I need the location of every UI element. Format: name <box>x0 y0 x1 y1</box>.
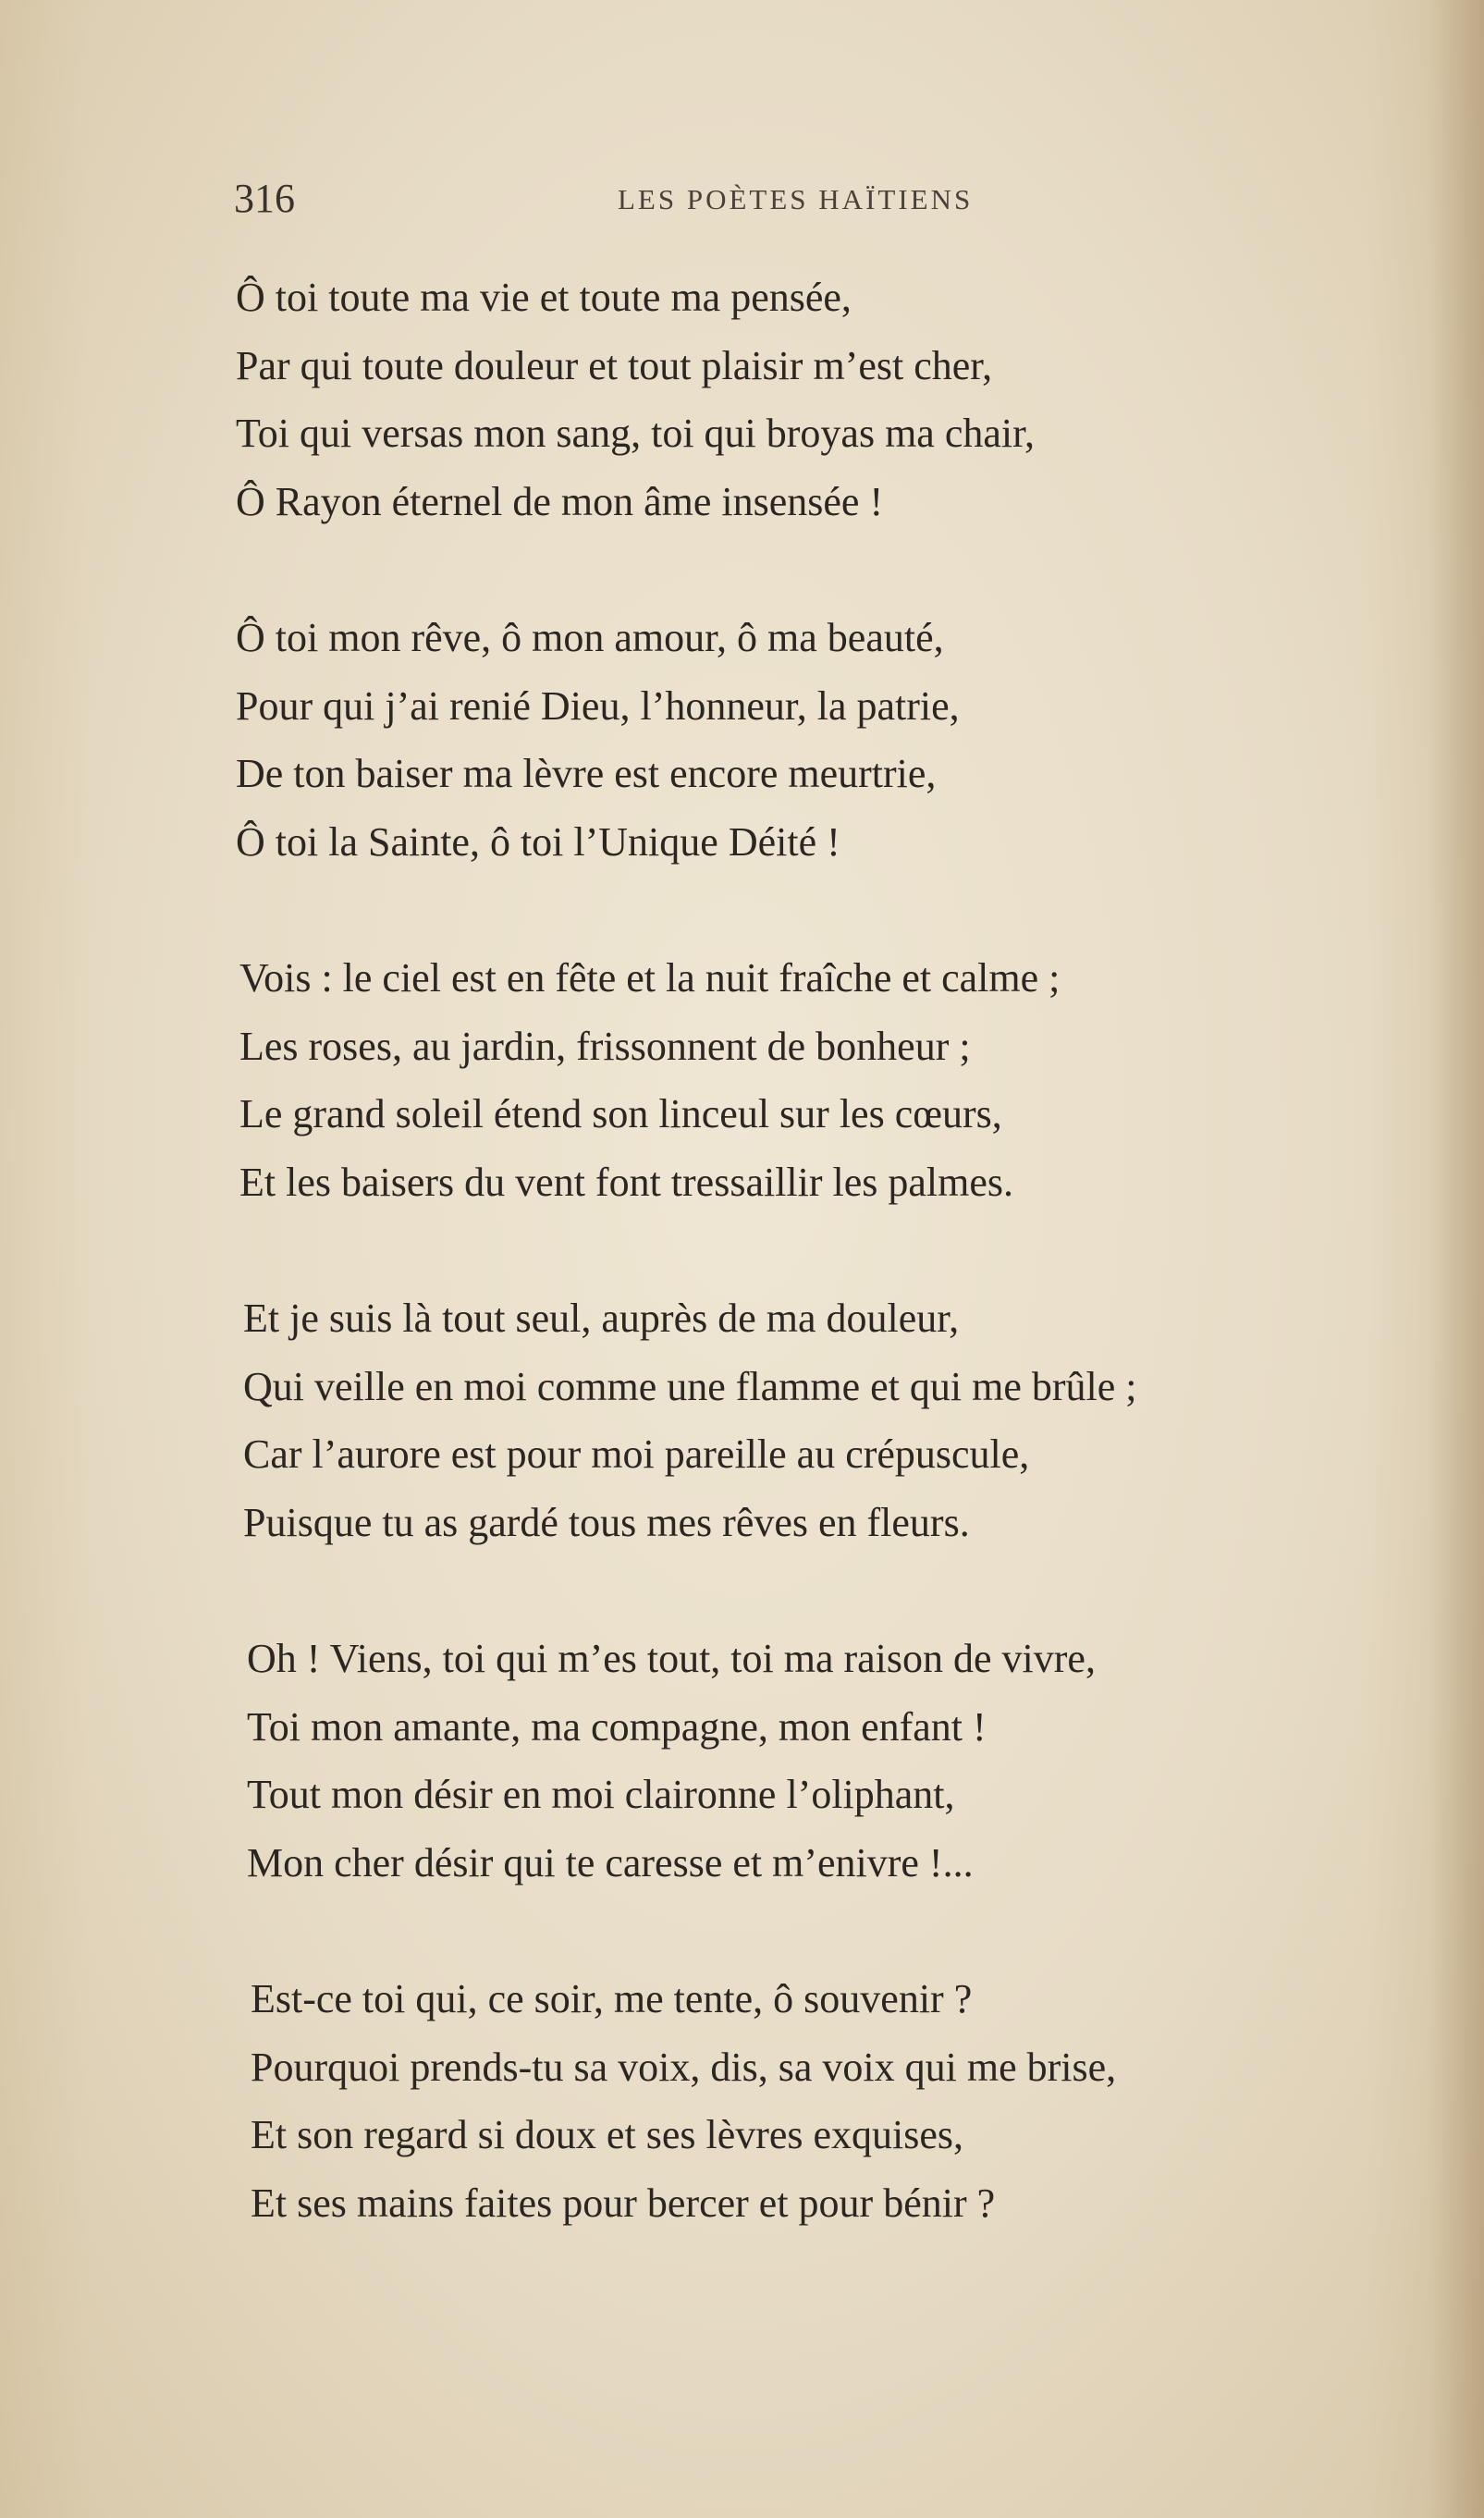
verse-line: Pour qui j’ai renié Dieu, l’honneur, la patrie, <box>236 682 960 729</box>
verse-line: Mon cher désir qui te caresse et m’enivre !... <box>247 1839 974 1885</box>
stanza <box>236 604 1438 876</box>
verse-line: Et les baisers du vent font tressaillir les palmes. <box>239 1159 1014 1205</box>
running-title: LES POÈTES HAÏTIENS <box>618 183 974 215</box>
verse-line: Car l’aurore est pour moi pareille au crépuscule, <box>243 1431 1030 1477</box>
verse-line: Ô toi la Sainte, ô toi l’Unique Déité ! <box>236 818 840 865</box>
verse-line: Et ses mains faites pour bercer et pour bénir ? <box>251 2180 996 2226</box>
verse-line: De ton baiser ma lèvre est encore meurtrie, <box>236 751 937 796</box>
verse-line: Et je suis là tout seul, auprès de ma douleur, <box>243 1296 960 1341</box>
verse-line: Pourquoi prends-tu sa voix, dis, sa voix qui me brise, <box>251 2044 1117 2090</box>
verse-line: Vois : le ciel est en fête et la nuit fraîche et calme ; <box>239 955 1061 1001</box>
verse-line: Ô toi mon rêve, ô mon amour, ô ma beauté, <box>236 615 944 660</box>
stanza <box>236 1625 1438 1897</box>
running-head <box>234 171 1399 227</box>
verse-line: Les roses, au jardin, frissonnent de bonheur ; <box>239 1023 971 1069</box>
verse-line: Le grand soleil étend son linceul sur les cœurs, <box>239 1091 1002 1136</box>
verse-line: Par qui toute douleur et tout plaisir m’est cher, <box>236 342 993 388</box>
stanza <box>236 264 1438 535</box>
verse-line: Est-ce toi qui, ce soir, me tente, ô souvenir ? <box>251 1976 973 2021</box>
page-number: 316 <box>234 176 295 221</box>
verse-line: Ô Rayon éternel de mon âme insensée ! <box>236 478 884 524</box>
verse-line: Toi mon amante, ma compagne, mon enfant ! <box>247 1703 987 1750</box>
verse-line: Ô toi toute ma vie et toute ma pensée, <box>236 275 852 320</box>
verse-line: Toi qui versas mon sang, toi qui broyas ma chair, <box>236 411 1035 456</box>
verse-line: Et son regard si doux et ses lèvres exquises, <box>251 2112 964 2157</box>
stanza <box>236 1284 1438 1556</box>
stanza <box>236 1965 1438 2237</box>
verse-line: Puisque tu as gardé tous mes rêves en fleurs. <box>243 1499 970 1545</box>
verse-line: Tout mon désir en moi claironne l’oliphant, <box>247 1772 955 1817</box>
verse-line: Oh ! Viens, toi qui m’es tout, toi ma raison de vivre, <box>247 1636 1096 1681</box>
verse-line: Qui veille en moi comme une flamme et qui me brûle ; <box>243 1363 1137 1409</box>
poem <box>236 264 1438 2305</box>
stanza <box>236 944 1438 1216</box>
